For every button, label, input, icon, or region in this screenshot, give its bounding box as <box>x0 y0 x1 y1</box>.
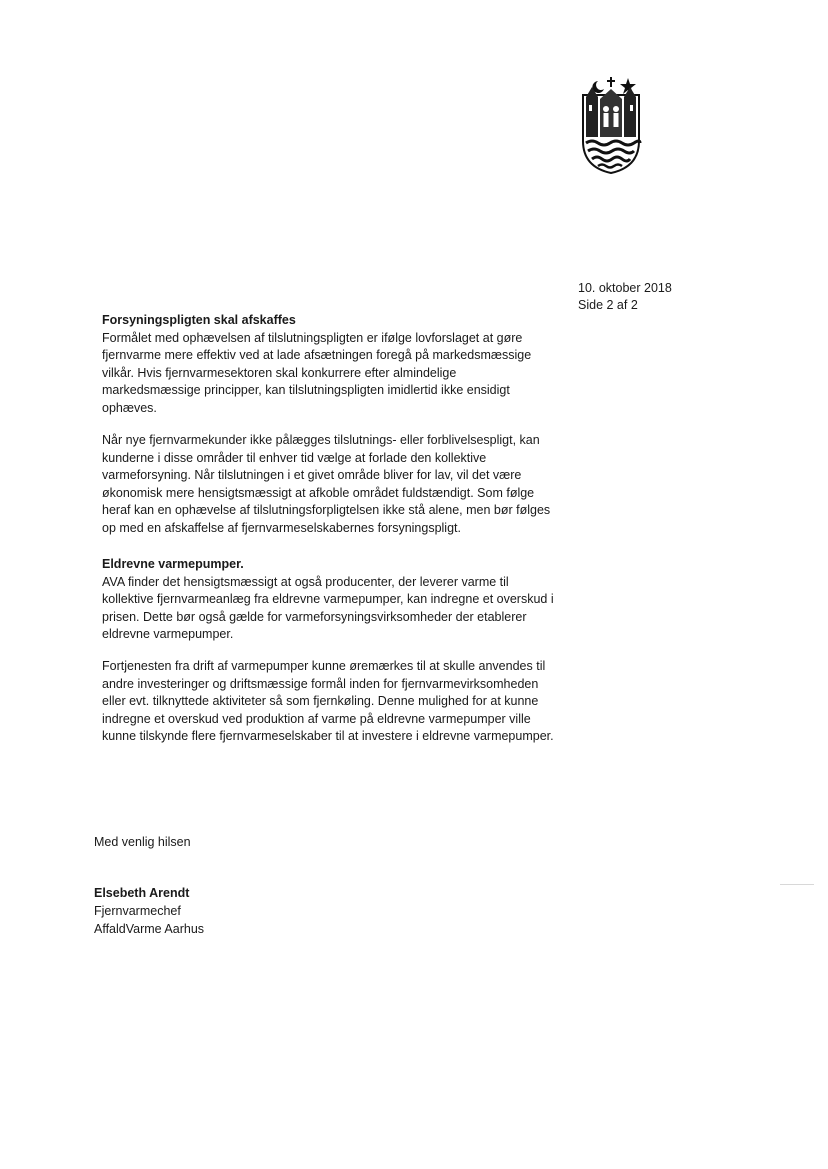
letter-meta <box>578 280 672 314</box>
section-forsyningspligt <box>102 312 554 417</box>
paragraph: Fortjenesten fra drift af varmepumper kunne øremærkes til at skulle anvendes til andre investeringer og driftsmæssige formål inden for fjernvarmevirksomheden eller evt. tilknyttede aktiviteter så som fjernkøling. Denne mulighed for at kunne indregne et overskud ved produktion af varme på eldrevne varmepumper ville kunne tilskynde flere fjernvarmeselskaber til at investere i eldrevne varmepumper. <box>102 659 554 743</box>
section-heading: Eldrevne varmepumper. <box>102 557 244 571</box>
paragraph: Når nye fjernvarmekunder ikke pålægges tilslutnings- eller forblivelsespligt, kan kunderne i disse områder til enhver tid vælge at forlade den kollektive varmeforsyning. Når tilslutningen i et givet område bliver for lav, vil det være økonomisk mere hensigtsmæssigt at afkoble området fuldstændigt. Som følge heraf kan en ophævelse af tilslutningsforpligtelsen ikke stå alene, men bør følges op med en afskaffelse af fjernvarmeselskabernes forsyningspligt. <box>102 433 551 535</box>
page-number: Side 2 af 2 <box>578 298 638 312</box>
section-kunder <box>102 432 554 537</box>
signature-block <box>94 884 204 938</box>
letter-date: 10. oktober 2018 <box>578 281 672 295</box>
section-heading: Forsyningspligten skal afskaffes <box>102 313 296 327</box>
signatory-name: Elsebeth Arendt <box>94 886 190 900</box>
signatory-title: Fjernvarmechef <box>94 904 181 918</box>
section-fortjeneste <box>102 658 554 746</box>
paragraph: AVA finder det hensigtsmæssigt at også producenter, der leverer varme til kollektive fjernvarmeanlæg fra eldrevne varmepumper, kan indregne et overskud i prisen. Dette bør også gælde for varmeforsyningsvirksomheder der etablerer eldrevne varmepumper. <box>102 574 554 641</box>
section-varmepumper <box>102 556 554 644</box>
signatory-organization: AffaldVarme Aarhus <box>94 922 205 936</box>
closing-greeting: Med venlig hilsen <box>94 835 191 849</box>
aarhus-coat-of-arms-logo <box>578 75 644 175</box>
paragraph: Formålet med ophævelsen af tilslutningspligten er ifølge lovforslaget at gøre fjernvarme mere effektiv ved at lade afsætningen foregå på markedsmæssige vilkår. Hvis fjernvarmesektoren skal konkurrere efter almindelige markedsmæssige principper, kan tilslutningspligten imidlertid ikke ensidigt ophæves. <box>102 330 532 415</box>
scan-artifact-line <box>780 884 814 885</box>
